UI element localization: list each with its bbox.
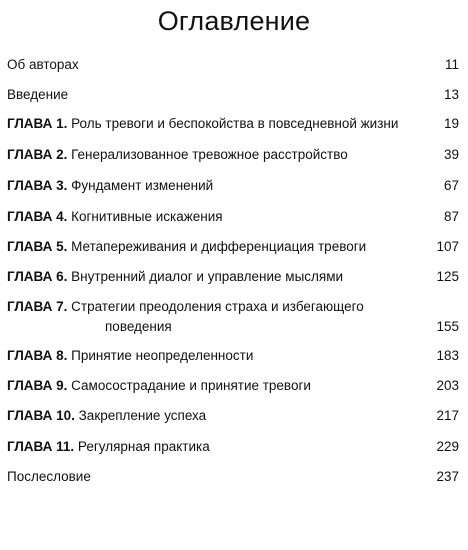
toc-chapter-label: ГЛАВА 5. <box>7 239 68 254</box>
toc-entry-title: Стратегии преодоления страха и избегающего <box>71 299 364 314</box>
toc-entry-chapter-8 <box>7 346 459 366</box>
toc-entry-chapter-11 <box>7 437 459 457</box>
toc-entry-title: Регулярная практика <box>77 439 210 454</box>
toc-entry-title: Генерализованное тревожное расстройство <box>71 147 348 162</box>
toc-page-number: 39 <box>443 147 459 162</box>
toc-entry-chapter-4 <box>7 207 459 227</box>
toc-entry-chapter-9 <box>7 376 459 396</box>
toc-entry-chapter-1 <box>7 114 459 134</box>
toc-chapter-label: ГЛАВА 1. <box>7 116 68 131</box>
toc-entry-title: Роль тревоги и беспокойства в повседневной жизни <box>71 116 399 131</box>
toc-entry-chapter-7 <box>7 297 459 337</box>
toc-page-number: 13 <box>443 87 459 102</box>
toc-entry-title-continuation: поведения <box>105 319 172 334</box>
toc-page-number: 19 <box>443 116 459 131</box>
toc-page-number: 11 <box>444 57 459 72</box>
toc-page-number: 217 <box>436 408 459 423</box>
toc-entry-chapter-6 <box>7 267 459 287</box>
toc-entry-title: Внутренний диалог и управление мыслями <box>71 269 344 284</box>
toc-page-number: 183 <box>436 348 459 363</box>
toc-entry-title: Об авторах <box>7 57 79 72</box>
toc-chapter-label: ГЛАВА 6. <box>7 269 68 284</box>
toc-page-number: 67 <box>443 178 459 193</box>
toc-chapter-label: ГЛАВА 8. <box>7 348 68 363</box>
toc-page-number: 229 <box>436 439 459 454</box>
toc-page-number: 203 <box>436 378 459 393</box>
toc-page-number: 155 <box>436 319 459 334</box>
toc-entry-title: Введение <box>7 87 69 102</box>
toc-entry-about-authors <box>7 55 459 75</box>
toc-page-number: 125 <box>436 269 459 284</box>
toc-entry-title: Принятие неопределенности <box>71 348 254 363</box>
toc-page-number: 107 <box>436 239 459 254</box>
toc-chapter-label: ГЛАВА 7. <box>7 299 68 314</box>
toc-entry-title: Метапереживания и дифференциация тревоги <box>71 239 367 254</box>
toc-chapter-label: ГЛАВА 9. <box>7 378 68 393</box>
toc-entry-chapter-2 <box>7 145 459 165</box>
toc-entry-afterword <box>7 467 459 487</box>
toc-entry-chapter-5 <box>7 237 459 257</box>
toc-chapter-label: ГЛАВА 3. <box>7 178 68 193</box>
page-title: Оглавление <box>157 6 311 36</box>
toc-entry-title: Самосострадание и принятие тревоги <box>71 378 311 393</box>
toc-chapter-label: ГЛАВА 2. <box>7 147 68 162</box>
toc-entry-chapter-10 <box>7 406 459 426</box>
toc-page-number: 87 <box>443 209 459 224</box>
toc-chapter-label: ГЛАВА 4. <box>7 209 68 224</box>
toc-chapter-label: ГЛАВА 11. <box>7 439 75 454</box>
toc-entry-chapter-3 <box>7 176 459 196</box>
toc-entry-introduction <box>7 85 459 105</box>
toc-page-number: 237 <box>436 469 459 484</box>
toc-chapter-label: ГЛАВА 10. <box>7 408 75 423</box>
toc-entry-title: Когнитивные искажения <box>71 209 223 224</box>
toc-entry-title: Послесловие <box>7 469 91 484</box>
toc-entry-title: Закрепление успеха <box>78 408 207 423</box>
toc-entry-title: Фундамент изменений <box>71 178 214 193</box>
